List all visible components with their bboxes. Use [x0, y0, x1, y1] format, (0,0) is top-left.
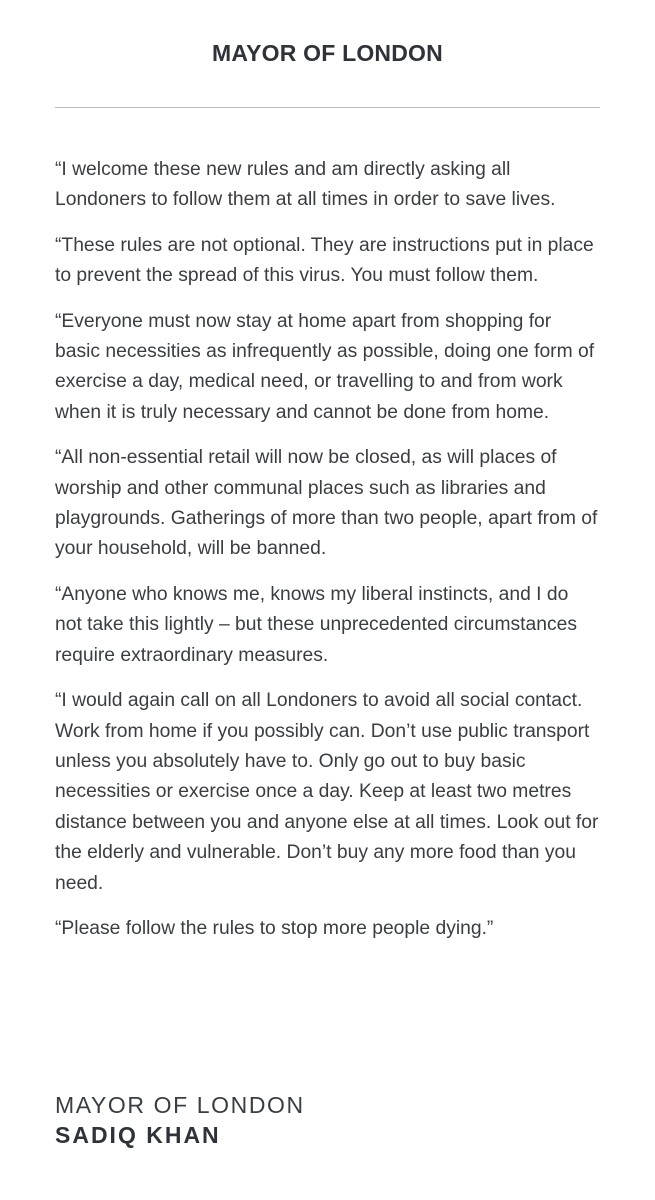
- signature-title: MAYOR OF LONDON: [55, 1092, 305, 1118]
- statement-paragraph: “These rules are not optional. They are instructions put in place to prevent the spread of this virus. You must follow them.: [55, 234, 594, 287]
- signature-name: SADIQ KHAN: [55, 1122, 221, 1148]
- statement-paragraph: “I would again call on all Londoners to avoid all social contact. Work from home if you possibly can. Don’t use public transport unless you absolutely have to. Only go out to buy basic necessities or exercise once a day. Keep at least two metres distance between you and anyone else at all times. Look out for the elderly and vulnerable. Don’t buy any more food than you need.: [55, 690, 599, 894]
- statement-paragraph: “Anyone who knows me, knows my liberal instincts, and I do not take this lightly – but these unprecedented circumstances require extraordinary measures.: [55, 583, 577, 666]
- statement-paragraph: “All non-essential retail will now be closed, as will places of worship and other communal places such as libraries and playgrounds. Gatherings of more than two people, apart from of your household, will be banned.: [55, 447, 598, 560]
- page-title: MAYOR OF LONDON: [212, 40, 443, 66]
- statement-paragraph: “I welcome these new rules and am directly asking all Londoners to follow them at all times in order to save lives.: [55, 159, 556, 211]
- statement-paragraph: “Please follow the rules to stop more people dying.”: [55, 917, 494, 939]
- statement-body: [55, 155, 600, 959]
- header-divider: [55, 107, 600, 108]
- signature-block: [55, 1090, 600, 1150]
- statement-paragraph: “Everyone must now stay at home apart from shopping for basic necessities as infrequently as possible, doing one form of exercise a day, medical need, or travelling to and from work when it is truly necessary and cannot be done from home.: [55, 310, 595, 423]
